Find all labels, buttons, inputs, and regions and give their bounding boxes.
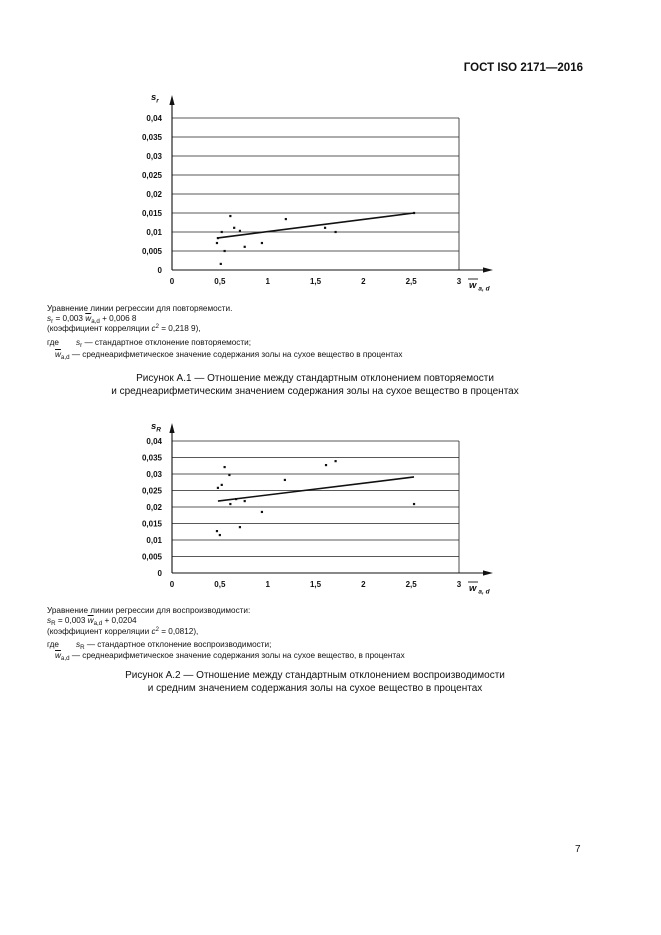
data-point <box>228 474 230 476</box>
figure-caption-line-1: Рисунок А.2 — Отношение между стандартным отклонением воспроизводимости <box>125 670 505 681</box>
y-axis-label <box>151 421 161 434</box>
regression-line <box>217 213 414 238</box>
y-axis-arrow <box>169 95 174 105</box>
x-tick-label: 2,5 <box>405 277 417 286</box>
equation-intercept: + 0,0204 <box>104 616 137 625</box>
definition-line <box>55 350 402 360</box>
correlation-exponent: 2 <box>155 627 159 633</box>
y-axis-label-symbol: s <box>151 92 157 103</box>
data-point <box>233 227 235 229</box>
x-tick-label: 0 <box>169 580 175 589</box>
x-axis-label-subscript: a, d <box>478 285 490 293</box>
y-axis-label-subscript: r <box>156 97 159 105</box>
equation-variable-symbol: $\overline{w}$ <box>87 616 94 625</box>
equation-variable-subscript: a,d <box>91 318 100 325</box>
correlation-exponent: 2 <box>155 324 159 330</box>
equation-lhs-subscript: R <box>51 620 56 627</box>
data-point <box>413 212 415 214</box>
x-tick-label: 2 <box>361 580 366 589</box>
y-tick-label: 0,025 <box>141 171 162 180</box>
data-point <box>217 237 219 239</box>
data-point <box>244 246 246 248</box>
plot-layer <box>142 95 493 286</box>
y-tick-label: 0,02 <box>146 503 162 512</box>
y-tick-label: 0,01 <box>146 536 162 545</box>
definition-subscript: a,d <box>60 354 70 361</box>
data-point <box>220 263 222 265</box>
x-axis-label-symbol: w <box>469 280 477 291</box>
data-point <box>324 227 326 229</box>
correlation-symbol: c <box>151 324 156 333</box>
definition-symbol: $\overline{w}$ <box>55 350 61 359</box>
regression-title: Уравнение линии регрессии для воспроизводимости: <box>47 606 251 615</box>
regression-equation <box>47 314 136 324</box>
data-point <box>216 242 218 244</box>
y-tick-label: 0,025 <box>141 486 162 496</box>
x-tick-label: 2,5 <box>405 580 417 589</box>
correlation-value: = 0,218 9), <box>161 324 201 333</box>
data-point <box>219 534 221 536</box>
equation-intercept: + 0,006 8 <box>102 314 137 323</box>
x-tick-label: 2 <box>361 277 366 286</box>
y-tick-label: 0,005 <box>141 247 162 256</box>
x-tick-label: 0,5 <box>214 277 226 286</box>
y-tick-label: 0 <box>157 266 162 275</box>
x-tick-label: 3 <box>456 277 462 286</box>
equation-coefficient: = 0,003 <box>57 616 86 625</box>
y-tick-label: 0,035 <box>141 133 162 142</box>
plot-layer <box>142 423 493 589</box>
data-point <box>224 466 226 468</box>
regression-equation <box>47 616 137 626</box>
y-tick-label: 0 <box>157 569 162 578</box>
data-point <box>217 487 219 489</box>
data-point <box>261 511 263 513</box>
y-tick-label: 0,015 <box>141 519 162 529</box>
data-point <box>284 479 286 481</box>
y-tick-label: 0,03 <box>146 470 162 479</box>
y-tick-label: 0,035 <box>141 453 162 463</box>
equation-lhs-symbol: s <box>47 616 52 625</box>
data-point <box>244 500 246 502</box>
x-axis-label <box>469 280 491 293</box>
correlation-prefix: (коэффициент корреляции <box>47 627 150 636</box>
data-point <box>261 242 263 244</box>
data-point <box>334 460 336 462</box>
where-text: — стандартное отклонение повторяемости; <box>84 338 251 347</box>
x-axis-arrow <box>483 570 493 575</box>
x-tick-label: 0,5 <box>214 580 226 589</box>
equation-variable-symbol: $\overline{w}$ <box>85 314 92 323</box>
y-axis-label-subscript: R <box>156 426 161 434</box>
definition-text: — среднеарифметическое значение содержания золы на сухое вещество, в процентах <box>71 651 405 660</box>
x-tick-label: 1 <box>265 277 270 286</box>
figure-caption-line-2: и средним значением содержания золы на сухое вещество в процентах <box>147 683 483 694</box>
x-tick-label: 3 <box>456 580 462 589</box>
y-tick-label: 0,02 <box>146 190 162 199</box>
where-prefix: где <box>47 338 59 347</box>
correlation-symbol: c <box>151 627 156 636</box>
definition-subscript: a,d <box>60 655 70 662</box>
where-line <box>47 338 251 348</box>
x-tick-label: 1,5 <box>309 277 322 286</box>
data-point <box>224 250 226 252</box>
data-point <box>216 530 218 532</box>
correlation-prefix: (коэффициент корреляции <box>47 324 150 333</box>
data-point <box>325 464 327 466</box>
x-tick-label: 0 <box>169 277 175 286</box>
where-subscript: R <box>80 644 85 651</box>
y-axis-arrow <box>169 423 174 433</box>
equation-coefficient: = 0,003 <box>55 314 83 323</box>
definition-symbol: $\overline{w}$ <box>55 651 61 660</box>
y-tick-label: 0,005 <box>141 552 162 562</box>
correlation-coefficient <box>47 627 198 637</box>
where-text: — стандартное отклонение воспроизводимости; <box>86 640 272 649</box>
data-point <box>221 231 223 233</box>
where-line <box>47 640 271 650</box>
data-point <box>221 484 223 486</box>
y-tick-label: 0,01 <box>146 228 162 237</box>
data-point <box>413 503 415 505</box>
y-axis-label <box>151 92 159 105</box>
data-point <box>285 218 287 220</box>
figure-caption-line-2: и среднеарифметическим значением содержания золы на сухое вещество в процентах <box>111 386 519 397</box>
y-tick-label: 0,04 <box>146 437 162 446</box>
equation-variable-subscript: a,d <box>93 620 103 627</box>
correlation-coefficient <box>47 324 201 334</box>
x-axis-label <box>469 583 491 596</box>
page-number: 7 <box>575 844 581 855</box>
x-tick-label: 1,5 <box>309 580 322 589</box>
data-point <box>229 503 231 505</box>
definition-text: — среднеарифметическое значение содержания золы на сухое вещество в процентах <box>71 350 403 359</box>
y-tick-label: 0,03 <box>146 152 162 161</box>
data-point <box>239 230 241 232</box>
x-axis-arrow <box>483 267 493 272</box>
regression-title: Уравнение линии регрессии для повторяемости. <box>47 304 233 313</box>
equation-lhs-subscript: r <box>51 318 54 325</box>
y-tick-label: 0,015 <box>141 209 162 218</box>
x-tick-label: 1 <box>265 580 270 589</box>
data-point <box>239 526 241 528</box>
equation-lhs-symbol: s <box>47 314 52 323</box>
definition-line <box>55 651 405 661</box>
correlation-value: = 0,0812), <box>161 627 199 636</box>
figure-a2-chart <box>100 410 510 600</box>
data-point <box>235 498 237 500</box>
where-symbol: s <box>76 338 81 347</box>
x-axis-label-subscript: a, d <box>478 588 490 596</box>
x-axis-label-symbol: w <box>469 583 477 594</box>
y-axis-label-symbol: s <box>151 421 157 432</box>
regression-line <box>218 477 414 501</box>
where-prefix: где <box>47 640 59 649</box>
figure-a1-chart <box>100 85 510 297</box>
y-tick-label: 0,04 <box>146 114 162 123</box>
figure-caption-line-1: Рисунок А.1 — Отношение между стандартным отклонением повторяемости <box>136 373 494 384</box>
where-symbol: s <box>76 640 81 649</box>
standard-code-header: ГОСТ ISO 2171—2016 <box>463 62 583 74</box>
data-point <box>334 231 336 233</box>
where-subscript: r <box>80 342 83 349</box>
data-point <box>229 215 231 217</box>
